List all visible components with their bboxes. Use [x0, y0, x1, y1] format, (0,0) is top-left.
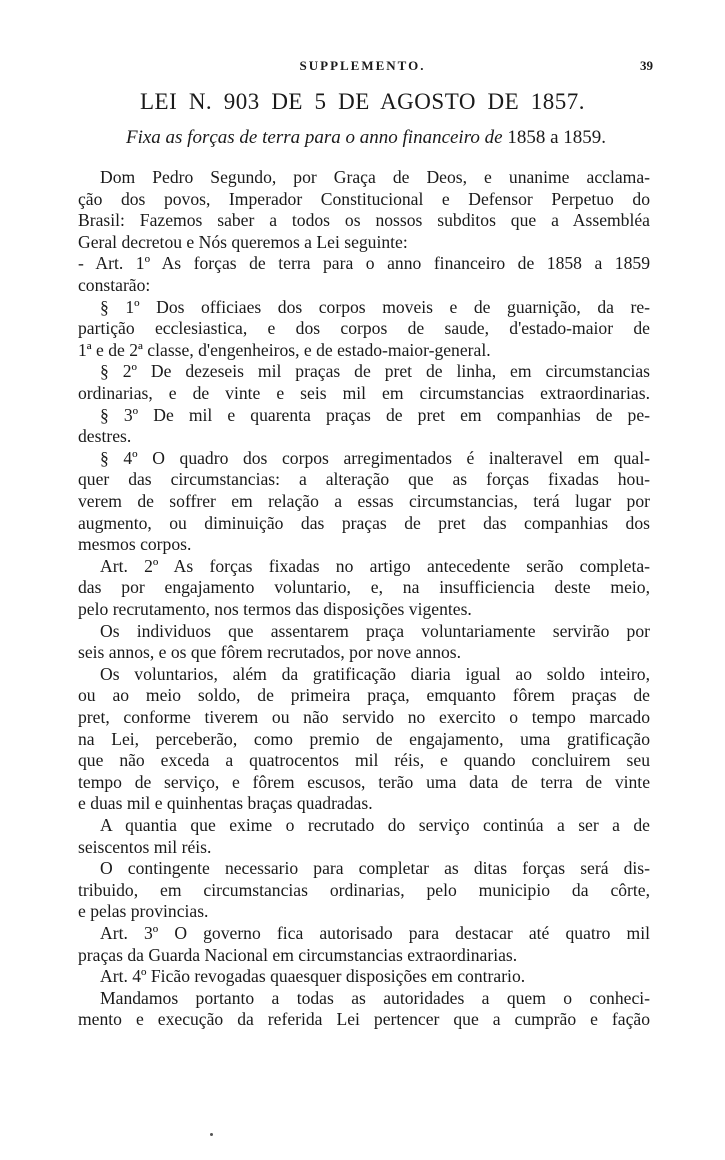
text-line: e pelas provincias. [78, 901, 209, 922]
text-line: Art. 4º Ficão revogadas quaesquer disposições em contrario. [100, 966, 526, 987]
page-speck [210, 1133, 213, 1136]
text-line: augmento, ou diminuição das praças de pret das companhias dos [78, 512, 650, 533]
page-number: 39 [640, 58, 653, 73]
law-subtitle [80, 127, 652, 149]
text-line: que não exceda a quatrocentos mil réis, e quando concluirem seu [78, 750, 650, 771]
text-line: das por engajamento voluntario, e, na insufficiencia deste meio, [78, 577, 650, 598]
subtitle-years: 1858 a 1859. [507, 127, 607, 148]
text-line: pelo recrutamento, nos termos das disposições vigentes. [78, 599, 472, 619]
text-line: seiscentos mil réis. [78, 836, 212, 857]
text-line: ção dos povos, Imperador Constitucional e Defensor Perpetuo do [78, 188, 650, 209]
text-line: tribuido, em circumstancias ordinarias, pelo municipio da côrte, [78, 879, 650, 900]
text-line: ou ao meio soldo, de primeira praça, emquanto fôrem praças de [78, 685, 650, 706]
text-line: 1ª e de 2ª classe, d'engenheiros, e de estado-maior-general. [78, 339, 491, 360]
text-line: Mandamos portanto a todas as autoridades a quem o conheci- [100, 987, 650, 1008]
text-line: partição ecclesiastica, e dos corpos de saude, d'estado-maior de [78, 318, 650, 339]
text-line: § 4º O quadro dos corpos arregimentados é inalteravel em qual- [100, 447, 650, 468]
subtitle-italic: Fixa as forças de terra para o anno financeiro de [125, 127, 503, 148]
text-line: tempo de serviço, e fôrem escusos, terão uma data de terra de vinte [78, 771, 650, 792]
law-title: LEI N. 903 DE 5 DE AGOSTO DE 1857. [140, 89, 585, 114]
text-line: ordinarias, e de vinte e seis mil em circumstancias extraordinarias. [78, 383, 650, 403]
text-line: Os voluntarios, além da gratificação diaria igual ao soldo inteiro, [100, 663, 650, 684]
text-line: Dom Pedro Segundo, por Graça de Deos, e unanime acclama- [100, 167, 650, 187]
text-line: seis annos, e os que fôrem recrutados, por nove annos. [78, 642, 462, 663]
text-line: § 2º De dezeseis mil praças de pret de linha, em circumstancias [100, 361, 650, 382]
text-line: destres. [78, 426, 132, 447]
text-line: A quantia que exime o recrutado do serviço continúa a ser a de [100, 815, 650, 835]
text-line: - Art. 1º As forças de terra para o anno financeiro de 1858 a 1859 [78, 253, 650, 274]
text-line: § 1º Dos officiaes dos corpos moveis e de guarnição, da re- [100, 296, 650, 317]
text-line: Art. 2º As forças fixadas no artigo antecedente serão completa- [100, 555, 650, 576]
text-line: constarão: [78, 275, 151, 295]
text-line: quer das circumstancias: a alteração que as forças fixadas hou- [78, 469, 650, 490]
text-line: O contingente necessario para completar as ditas forças será dis- [100, 858, 650, 879]
text-line: Brasil: Fazemos saber a todos os nossos subditos que a Assembléa [78, 210, 650, 231]
text-line: Art. 3º O governo fica autorisado para destacar até quatro mil [100, 923, 650, 943]
text-line: pret, conforme tiverem ou não servido no exercito o tempo marcado [78, 707, 650, 727]
text-line: verem de soffrer em relação a essas circumstancias, terá lugar por [78, 491, 650, 511]
text-line: praças da Guarda Nacional em circumstancias extraordinarias. [78, 944, 518, 965]
text-line: § 3º De mil e quarenta praças de pret em companhias de pe- [100, 404, 650, 425]
text-line: Geral decretou e Nós queremos a Lei seguinte: [78, 231, 408, 252]
running-head: SUPPLEMENTO. [299, 58, 426, 73]
text-line: mesmos corpos. [78, 534, 192, 555]
text-line: Os individuos que assentarem praça voluntariamente servirão por [100, 620, 650, 641]
text-line: e duas mil e quinhentas braças quadradas. [78, 793, 373, 814]
text-line: mento e execução da referida Lei pertencer que a cumprão e fação [78, 1009, 650, 1030]
text-line: na Lei, perceberão, como premio de engajamento, uma gratificação [78, 728, 650, 749]
